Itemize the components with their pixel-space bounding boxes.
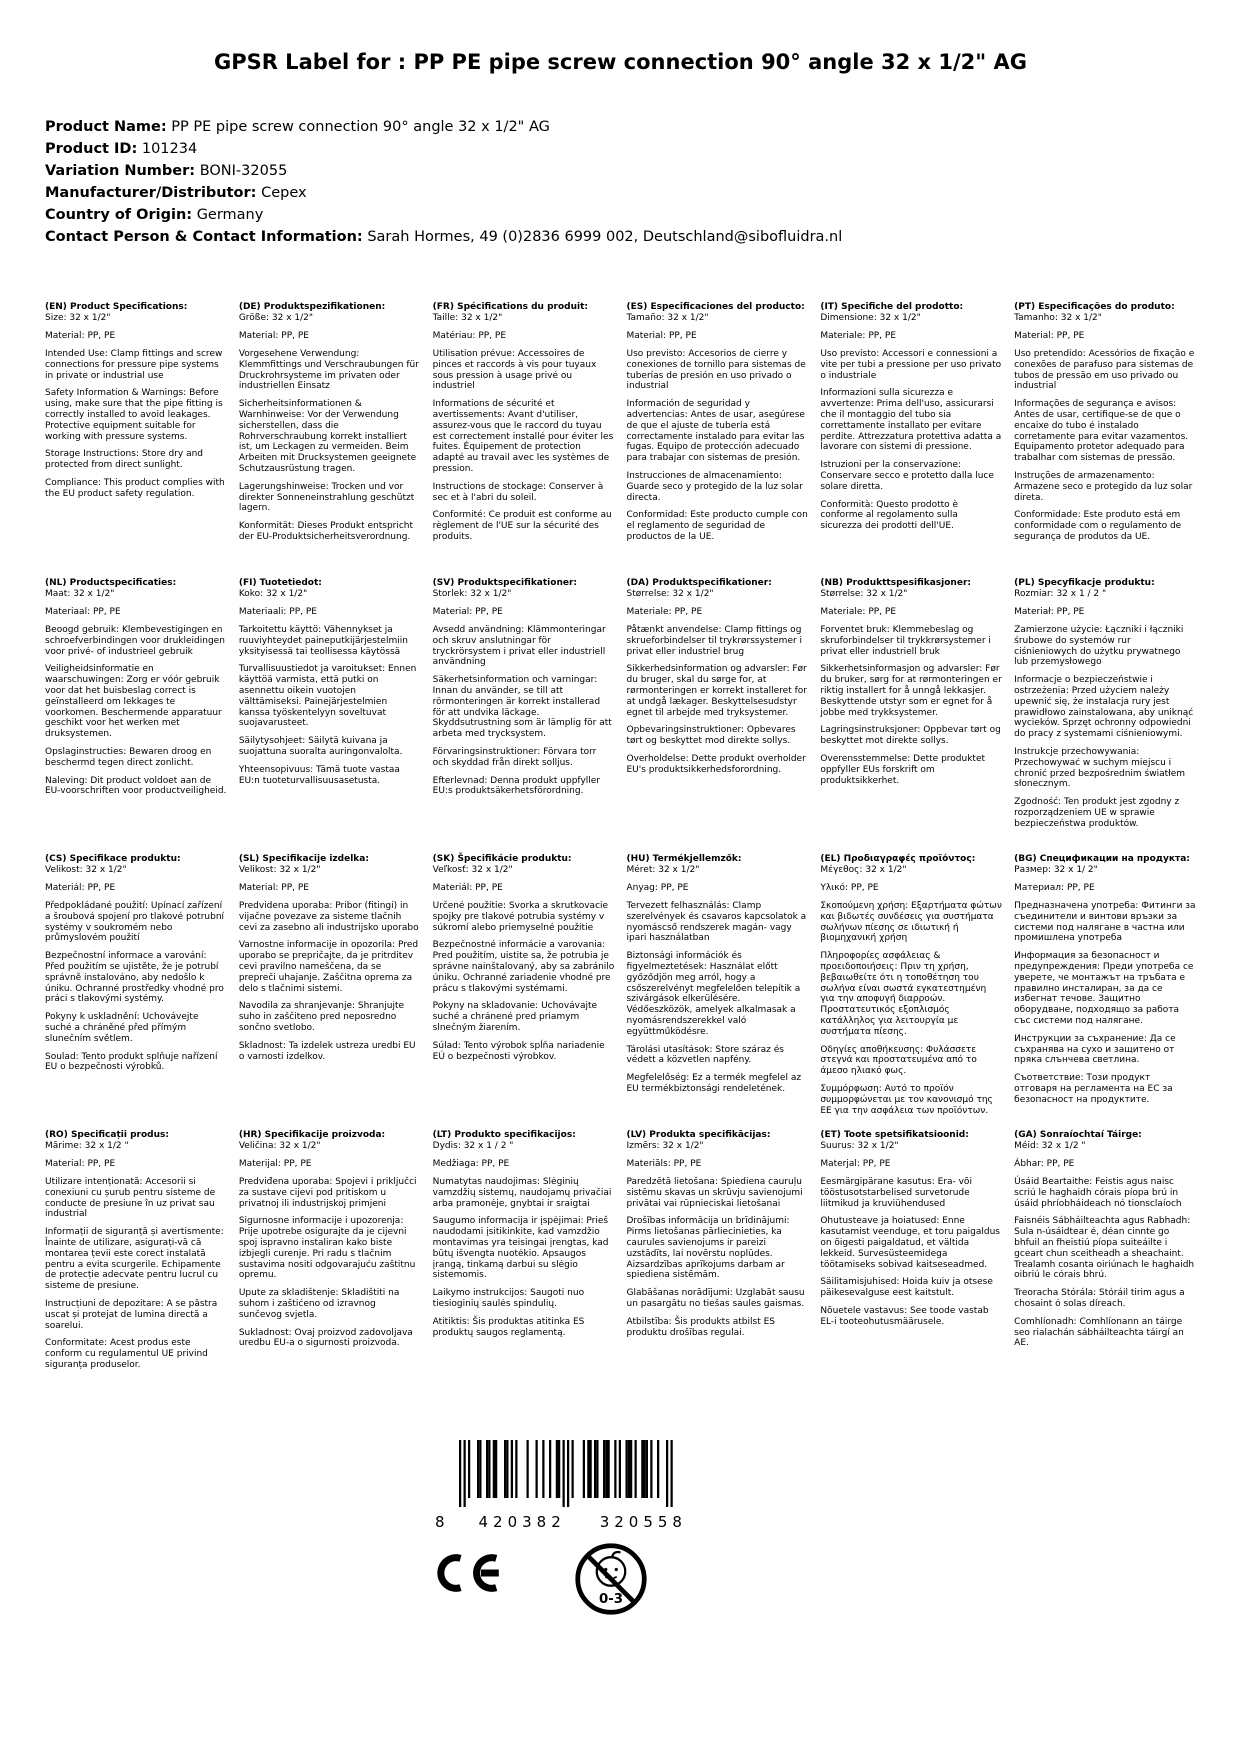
spec-paragraph: Size: 32 x 1/2" bbox=[45, 313, 111, 324]
spec-paragraphs bbox=[239, 865, 421, 1062]
spec-paragraph: Størrelse: 32 x 1/2" bbox=[820, 589, 908, 600]
variation-number-row bbox=[45, 160, 1196, 182]
spec-paragraph: Storlek: 32 x 1/2" bbox=[432, 589, 512, 600]
spec-block bbox=[433, 854, 615, 1130]
spec-paragraphs bbox=[45, 865, 227, 1073]
spec-paragraph: Biztonsági információk és figyelmeztetések: Használat előtt győződjön meg arról, hogy a csőszerelvényt megfelelően telepítik a szivárgások elkerülésére. Védőeszközök, amelyek alkalmasak a nyomásrendszerekkel való együttműködésre. bbox=[626, 951, 801, 1037]
spec-block bbox=[239, 302, 421, 578]
spec-paragraphs bbox=[1014, 1141, 1196, 1349]
spec-paragraph: Lagringsinstruksjoner: Oppbevar tørt og beskyttet mot direkte sollys. bbox=[820, 725, 1001, 747]
spec-paragraph: Lagerungshinweise: Trocken und vor direkter Sonneneinstrahlung geschützt lagern. bbox=[238, 481, 415, 514]
spec-paragraph: Atbilstība: Šis produkts atbilst ES produktu drošības regulai. bbox=[626, 1316, 775, 1338]
product-info bbox=[45, 116, 1196, 248]
spec-paragraph: Opslaginstructies: Bewaren droog en beschermd tegen direct zonlicht. bbox=[45, 747, 212, 768]
spec-paragraph: Overensstemmelse: Dette produktet oppfyller EUs forskrift om produktsikkerhet. bbox=[820, 754, 986, 786]
spec-paragraph: Overholdelse: Dette produkt overholder EU's produktsikkerhedsforordning. bbox=[626, 754, 806, 775]
spec-paragraph: Nõuetele vastavus: See toode vastab EL-i tooteohutusmäärusele. bbox=[820, 1306, 989, 1327]
spec-paragraphs bbox=[626, 865, 808, 1094]
spec-paragraph: Pokyny k uskladnění: Uchovávejte suché a chráněné před přímým slunečním světlem. bbox=[45, 1012, 199, 1044]
spec-paragraph: Avsedd användning: Klämmonteringar och skruv anslutningar för tryckrörsystem i privat eller industriell användning bbox=[432, 625, 606, 668]
spec-paragraph: Conformidade: Este produto está em conformidade com o regulamento de segurança de produtos da UE. bbox=[1014, 510, 1182, 542]
spec-block bbox=[433, 302, 615, 578]
spec-paragraph: Eesmärgipärane kasutus: Era- või tööstusotstarbelised survetorude liitmikud ja kruviühendused bbox=[820, 1177, 972, 1209]
spec-paragraph: Safety Information & Warnings: Before using, make sure that the pipe fitting is correctly installed to avoid leakages. Protective equipment suitable for working with pressure systems. bbox=[45, 388, 223, 442]
spec-heading: (IT) Specifiche del prodotto: bbox=[820, 302, 964, 313]
spec-paragraph: Efterlevnad: Denna produkt uppfyller EU:s produktsäkerhetsförordning. bbox=[432, 775, 601, 797]
spec-paragraphs bbox=[820, 313, 1002, 532]
spec-paragraph: Инструкции за съхранение: Да се съхранява на сухо и защитено от пряка слънчева светлина. bbox=[1014, 1033, 1176, 1066]
field-value: 101234 bbox=[141, 141, 198, 158]
spec-block bbox=[239, 1130, 421, 1406]
spec-paragraph: Säilytysohjeet: Säilytä kuivana ja suojattuna suoralta auringonvalolta. bbox=[238, 736, 403, 757]
spec-paragraph: Úsáid Beartaithe: Feistis agus naisc scriú le haghaidh córais píopa brú in úsáid phríobháideach nó tionsclaíoch bbox=[1014, 1177, 1182, 1209]
spec-paragraph: Sigurnosne informacije i upozorenja: Prije upotrebe osigurajte da je cijevni spoj ispravno instaliran kako biste izbjegli curenje. Pri radu s tlačnim sustavima nositi odgovarajuću zaštitnu opremu. bbox=[238, 1216, 416, 1281]
spec-paragraph: Tarkoitettu käyttö: Vähennykset ja ruuviyhteydet paineputkijärjestelmiin yksityisessä tai teollisessa käytössä bbox=[238, 625, 408, 657]
spec-paragraph: Zamierzone użycie: Łączniki i łączniki śrubowe do systemów rur ciśnieniowych do użytku prywatnego lub przemysłowego bbox=[1014, 625, 1184, 668]
spec-paragraph: Velikost: 32 x 1/2" bbox=[238, 865, 321, 876]
spec-heading: (ET) Toote spetsifikatsioonid: bbox=[820, 1130, 969, 1141]
spec-paragraph: Utilisation prévue: Accessoires de pinces et raccords à vis pour tuyaux sous pression à usage privé ou industriel bbox=[432, 349, 597, 392]
spec-paragraph: Materiaal: PP, PE bbox=[45, 607, 121, 618]
spec-paragraph: Materijal: PP, PE bbox=[238, 1159, 312, 1170]
spec-block bbox=[820, 302, 1002, 578]
spec-heading: (SV) Produktspecifikationer: bbox=[432, 578, 577, 589]
spec-paragraph: Varnostne informacije in opozorila: Pred uporabo se prepričajte, da je pritrditev cevi pravilno nameščena, da se prepreči uhajanje. Zaščitna oprema za delo s tlačnimi sistemi. bbox=[238, 940, 419, 994]
spec-paragraph: Informazioni sulla sicurezza e avvertenze: Prima dell'uso, assicurarsi che il montaggio del tubo sia correttamente installato per evitare perdite. Attrezzatura protettiva adatta a lavorare con sistemi di pressione. bbox=[820, 388, 1002, 453]
spec-paragraph: Beoogd gebruik: Klembevestigingen en schroefverbindingen voor drukleidingen voor privé- of industrieel gebruik bbox=[45, 625, 225, 657]
country-of-origin-row bbox=[45, 204, 1196, 226]
spec-paragraph: Tervezett felhasználás: Clamp szerelvények és csavaros kapcsolatok a nyomáscső rendszerek magán- vagy ipari használatban bbox=[626, 901, 807, 944]
spec-block bbox=[45, 854, 227, 1130]
spec-heading: (EL) Προδιαγραφές προϊόντος: bbox=[820, 854, 976, 865]
spec-paragraph: Istruzioni per la conservazione: Conservare secco e protetto dalla luce solare diretta. bbox=[820, 460, 994, 492]
spec-block bbox=[1014, 854, 1196, 1130]
page-title: GPSR Label for : PP PE pipe screw connection 90° angle 32 x 1/2" AG bbox=[213, 50, 1028, 74]
spec-paragraph: Instrucciones de almacenamiento: Guarde seco y protegido de la luz solar directa. bbox=[626, 471, 803, 503]
age-warning-0-3-icon bbox=[573, 1539, 649, 1621]
spec-paragraph: Tamaño: 32 x 1/2" bbox=[626, 313, 709, 324]
spec-paragraph: Soulad: Tento produkt splňuje nařízení EU o bezpečnosti výrobků. bbox=[45, 1051, 218, 1073]
field-label: Manufacturer/Distributor: bbox=[45, 185, 257, 202]
spec-heading: (GA) Sonraíochtaí Táirge: bbox=[1014, 1130, 1142, 1141]
spec-heading: (HR) Specifikacije proizvoda: bbox=[238, 1130, 386, 1141]
spec-paragraph: Comhlíonadh: Comhlíonann an táirge seo rialachán sábháilteachta táirgí an AE. bbox=[1014, 1316, 1184, 1349]
spec-heading: (NB) Produkttspesifikasjoner: bbox=[820, 578, 971, 589]
spec-paragraph: Instructions de stockage: Conserver à sec et à l'abri du soleil. bbox=[432, 481, 604, 503]
spec-paragraphs bbox=[45, 1141, 227, 1370]
field-value: Germany bbox=[196, 207, 264, 224]
spec-paragraph: Uso previsto: Accesorios de cierre y conexiones de tornillo para sistemas de tuberías de presión en uso privado o industrial bbox=[626, 349, 806, 392]
spec-heading: (ES) Especificaciones del producto: bbox=[626, 302, 805, 313]
spec-paragraph: Pokyny na skladovanie: Uchovávajte suché a chránené pred priamym slnečným žiarením. bbox=[432, 1001, 598, 1033]
spec-block bbox=[45, 302, 227, 578]
spec-paragraphs bbox=[45, 313, 227, 499]
spec-block bbox=[626, 1130, 808, 1406]
spec-paragraphs bbox=[433, 313, 615, 542]
spec-paragraph: Navodila za shranjevanje: Shranjujte suho in zaščiteno pred neposredno sončno svetlobo. bbox=[238, 1001, 405, 1033]
spec-paragraph: Dydis: 32 x 1 / 2 " bbox=[432, 1141, 514, 1152]
spec-paragraph: Intended Use: Clamp fittings and screw connections for pressure pipe systems in private or industrial use bbox=[45, 349, 223, 381]
spec-paragraph: Velikost: 32 x 1/2" bbox=[45, 865, 127, 876]
spec-paragraph: Material: PP, PE bbox=[1014, 331, 1085, 342]
spec-paragraph: Mărime: 32 x 1/2 " bbox=[45, 1141, 129, 1152]
spec-paragraph: Größe: 32 x 1/2" bbox=[238, 313, 314, 324]
field-value: Cepex bbox=[261, 185, 307, 202]
ce-mark-icon bbox=[435, 1547, 509, 1599]
spec-paragraph: Forventet bruk: Klemmebeslag og skruforbindelser til trykkrørsystemer i privat eller industriell bruk bbox=[820, 625, 991, 657]
barcode-bars bbox=[459, 1440, 673, 1508]
spec-grid bbox=[45, 302, 1196, 1406]
spec-paragraph: Sikkerhedsinformation og advarsler: Før du bruger, skal du sørge for, at rørmonteringen er korrekt installeret for at undgå lækager. Beskyttelsesudstyr egnet til arbejde med tryksystemer. bbox=[626, 664, 807, 718]
spec-heading: (FI) Tuotetiedot: bbox=[238, 578, 322, 589]
product-name-row bbox=[45, 116, 1196, 138]
age-warning-label: 0-3 bbox=[598, 1591, 624, 1607]
field-value: Sarah Hormes, 49 (0)2836 6999 002, Deutschland@sibofluidra.nl bbox=[367, 229, 843, 246]
spec-paragraph: Tamanho: 32 x 1/2" bbox=[1014, 313, 1102, 324]
spec-paragraph: Ábhar: PP, PE bbox=[1014, 1159, 1075, 1170]
field-label: Contact Person & Contact Information: bbox=[45, 229, 363, 246]
spec-paragraph: Medžiaga: PP, PE bbox=[432, 1159, 510, 1170]
spec-paragraph: Utilizare intenționată: Accesorii si conexiuni cu șurub pentru sisteme de conducte de presiune în uz privat sau industrial bbox=[45, 1177, 216, 1220]
spec-paragraph: Méret: 32 x 1/2" bbox=[626, 865, 700, 876]
spec-paragraphs bbox=[820, 589, 1002, 786]
spec-heading: (PL) Specyfikacje produktu: bbox=[1014, 578, 1155, 589]
spec-paragraph: Materiał: PP, PE bbox=[1014, 607, 1085, 618]
spec-paragraph: Οδηγίες αποθήκευσης: Φυλάσσετε στεγνά και προστατευμένα από το άμεσο ηλιακό φως. bbox=[820, 1044, 977, 1077]
spec-block bbox=[45, 1130, 227, 1406]
spec-paragraph: Säkerhetsinformation och varningar: Innan du använder, se till att rörmonteringen är korrekt installerad för att undvika läckage. Skyddsutrustning som är lämplig för att arbeta med trycksystem. bbox=[432, 675, 612, 740]
spec-paragraph: Skladnost: Ta izdelek ustreza uredbi EU o varnosti izdelkov. bbox=[238, 1040, 416, 1062]
spec-block bbox=[433, 1130, 615, 1406]
spec-block bbox=[239, 578, 421, 854]
spec-paragraph: Anyag: PP, PE bbox=[626, 883, 689, 894]
spec-heading: (FR) Spécifications du produit: bbox=[432, 302, 588, 313]
barcode-lead-digit: 8 bbox=[435, 1513, 445, 1532]
spec-heading: (EN) Product Specifications: bbox=[45, 302, 188, 313]
spec-paragraph: Informações de segurança e avisos: Antes de usar, certifique-se de que o encaixe do tubo é instalado corretamente para evitar vazamentos. Equipamento protetor adequado para trabalhar com sistemas de pressão. bbox=[1014, 399, 1189, 464]
spec-paragraph: Maat: 32 x 1/2" bbox=[45, 589, 115, 600]
spec-paragraph: Instrukcje przechowywania: Przechowywać w suchym miejscu i chronić przed bezpośrednim światłem słonecznym. bbox=[1014, 747, 1186, 790]
spec-paragraph: Bezpečnostní informace a varování: Před použitím se ujistěte, že je potrubí správně instalováno, aby nedošlo k úniku. Ochranné prostředky vhodné pro práci s tlakovými systémy. bbox=[45, 951, 224, 1005]
spec-paragraph: Numatytas naudojimas: Slėginių vamzdžių sistemų, naudojamų privačiai arba pramonėje, gnybtai ir sraigtai bbox=[432, 1177, 612, 1209]
barcode-digits bbox=[435, 1513, 687, 1531]
spec-paragraphs bbox=[626, 589, 808, 775]
field-label: Product Name: bbox=[45, 119, 167, 135]
spec-block bbox=[239, 854, 421, 1130]
spec-paragraph: Saugumo informacija ir įspėjimai: Prieš naudodami įsitikinkite, kad vamzdžio montavimas yra teisingai įrengtas, kad būtų išvengta nuotėkio. Apsaugos įrangą, tinkamą darbui su slėgio sistemomis. bbox=[432, 1216, 609, 1281]
spec-paragraph: Uso previsto: Accessori e connessioni a vite per tubi a pressione per uso privato o industriale bbox=[820, 349, 1002, 381]
spec-paragraph: Предназначена употреба: Фитинги за съединители и винтови връзки за системи под налягане в частна или промишлена употреба bbox=[1014, 901, 1196, 944]
spec-paragraph: Material: PP, PE bbox=[238, 883, 309, 894]
spec-paragraph: Υλικό: PP, PE bbox=[820, 883, 879, 894]
spec-paragraphs bbox=[433, 865, 615, 1062]
spec-paragraph: Predviđena uporaba: Spojevi i priključci za sustave cijevi pod pritiskom u privatnoj ili industrijskoj primjeni bbox=[238, 1177, 417, 1209]
spec-heading: (NL) Productspecificaties: bbox=[45, 578, 177, 589]
spec-block bbox=[1014, 578, 1196, 854]
spec-paragraph: Treoracha Stórála: Stóráil tirim agus a chosaint ó solas díreach. bbox=[1014, 1288, 1185, 1309]
spec-paragraph: Størrelse: 32 x 1/2" bbox=[626, 589, 714, 600]
spec-block bbox=[626, 578, 808, 854]
spec-paragraphs bbox=[433, 589, 615, 797]
spec-block bbox=[1014, 1130, 1196, 1406]
spec-paragraphs bbox=[239, 313, 421, 542]
spec-paragraphs bbox=[433, 1141, 615, 1338]
spec-block bbox=[1014, 302, 1196, 578]
spec-paragraph: Faisnéis Sábháilteachta agus Rabhadh: Sula n-úsáidtear é, déan cinnte go bhfuil an fheistiú píopa suiteáilte i gceart chun sceitheadh a sheachaint. Trealamh cosanta oiriúnach le haghaidh oibriú le córais bhrú. bbox=[1014, 1216, 1195, 1281]
spec-paragraph: Materiale: PP, PE bbox=[626, 607, 703, 618]
spec-paragraph: Naleving: Dit product voldoet aan de EU-voorschriften voor productveiligheid. bbox=[45, 775, 227, 797]
spec-block bbox=[45, 578, 227, 854]
spec-paragraph: Compliance: This product complies with the EU product safety regulation. bbox=[45, 478, 225, 499]
spec-block bbox=[626, 854, 808, 1130]
spec-heading: (LT) Produkto specifikacijos: bbox=[432, 1130, 576, 1141]
spec-heading: (DA) Produktspecifikationer: bbox=[626, 578, 772, 589]
spec-paragraph: Turvallisuustiedot ja varoitukset: Ennen käyttöä varmista, että putki on asennettu oikein vuotojen välttämiseksi. Painejärjestelmien kanssa työskentelyyn soveltuvat suojavarusteet. bbox=[238, 664, 417, 729]
spec-heading: (LV) Produkta specifikācijas: bbox=[626, 1130, 771, 1141]
spec-paragraph: Zgodność: Ten produkt jest zgodny z rozporządzeniem UE w sprawie bezpieczeństwa produktów. bbox=[1014, 797, 1180, 829]
spec-paragraph: Vorgesehene Verwendung: Klemmfittings und Verschraubungen für Druckrohrsysteme im privaten oder industriellen Einsatz bbox=[238, 349, 419, 392]
spec-paragraph: Conformità: Questo prodotto è conforme al regolamento sulla sicurezza dei prodotti dell'UE. bbox=[820, 499, 959, 532]
spec-paragraph: Paredzētā lietošana: Spiediena cauruļu sistēmu skavas un skrūvju savienojumi privātai vai rūpnieciskai lietošanai bbox=[626, 1177, 803, 1209]
spec-paragraph: Matériau: PP, PE bbox=[432, 331, 507, 342]
spec-paragraph: Súlad: Tento výrobok spĺňa nariadenie EÚ o bezpečnosti výrobkov. bbox=[432, 1040, 605, 1062]
spec-heading: (CS) Specifikace produktu: bbox=[45, 854, 181, 865]
compliance-marks bbox=[435, 1539, 687, 1621]
spec-heading: (PT) Especificações do produto: bbox=[1014, 302, 1175, 313]
spec-paragraph: Materjal: PP, PE bbox=[820, 1159, 891, 1170]
spec-paragraph: Conformidad: Este producto cumple con el reglamento de seguridad de productos de la UE. bbox=[626, 510, 808, 542]
spec-paragraph: Información de seguridad y advertencias: Antes de usar, asegúrese de que el ajuste de tubería está correctamente instalado para evitar las fugas. Equipo de protección adecuado para trabajar con sistemas de presión. bbox=[626, 399, 805, 464]
spec-paragraph: Konformität: Dieses Produkt entspricht der EU-Produktsicherheitsverordnung. bbox=[238, 521, 414, 542]
spec-paragraph: Påtænkt anvendelse: Clamp fittings og skrueforbindelser til trykrørssystemer i privat eller industriel brug bbox=[626, 625, 803, 657]
spec-paragraphs bbox=[1014, 313, 1196, 542]
field-label: Product ID: bbox=[45, 141, 138, 158]
contact-row bbox=[45, 226, 1196, 248]
spec-paragraph: Размер: 32 x 1/ 2" bbox=[1014, 865, 1098, 876]
spec-paragraph: Bezpečnostné informácie a varovania: Pred použitím, uistite sa, že potrubia je správne nainštalovaný, aby sa zabránilo úniku. Ochranné zariadenie vhodné pre prácu s tlakovými systémami. bbox=[432, 940, 615, 994]
spec-heading: (SK) Špecifikácie produktu: bbox=[432, 854, 572, 865]
bottom-block bbox=[435, 1440, 687, 1621]
spec-paragraph: Dimensione: 32 x 1/2" bbox=[820, 313, 921, 324]
spec-heading: (BG) Спецификации на продукта: bbox=[1014, 854, 1190, 865]
field-label: Country of Origin: bbox=[45, 207, 193, 224]
spec-paragraphs bbox=[1014, 865, 1196, 1105]
barcode bbox=[435, 1440, 687, 1512]
spec-paragraph: Sikkerhetsinformasjon og advarsler: Før du bruker, sørg for at rørmonteringen er riktig installert for å unngå lekkasjer. Beskyttende utstyr som er egnet for å jobbe med trykksystemer. bbox=[820, 664, 1002, 718]
spec-paragraph: Laikymo instrukcijos: Saugoti nuo tiesioginių saulės spindulių. bbox=[432, 1288, 585, 1309]
spec-paragraphs bbox=[626, 313, 808, 542]
spec-paragraph: Veličina: 32 x 1/2" bbox=[238, 1141, 321, 1152]
spec-heading: (HU) Termékjellemzők: bbox=[626, 854, 742, 865]
spec-paragraph: Conformité: Ce produit est conforme au règlement de l'UE sur la sécurité des produits. bbox=[432, 510, 612, 542]
barcode-right-digits: 320558 bbox=[599, 1513, 687, 1532]
spec-paragraph: Информация за безопасност и предупреждения: Преди употреба се уверете, че монтажът на тръбата е правилно инсталиран, за да се избегнат течове. Защитно оборудване, подходящо за работа със системи под налягане. bbox=[1014, 951, 1194, 1026]
spec-paragraph: Instruções de armazenamento: Armazene seco e protegido da luz solar direta. bbox=[1014, 471, 1193, 503]
spec-paragraph: Material: PP, PE bbox=[432, 607, 503, 618]
field-value: BONI-32055 bbox=[199, 163, 288, 180]
spec-paragraph: Informații de siguranță și avertismente: Înainte de utilizare, asigurați-vă că montarea țevii este corect instalată pentru a evita scurgerile. Echipamente de protecție adecvate pentru lucrul cu sisteme de presiune. bbox=[45, 1227, 224, 1292]
spec-paragraph: Předpokládané použití: Upínací zařízení a šroubová spojení pro tlakové potrubní systémy v soukromém nebo průmyslovém použití bbox=[45, 901, 225, 944]
field-value: PP PE pipe screw connection 90° angle 32 x 1/2" AG bbox=[171, 119, 550, 135]
spec-paragraph: Conformitate: Acest produs este conform cu regulamentul UE privind siguranța produselor. bbox=[45, 1338, 208, 1370]
spec-paragraph: Atitiktis: Šis produktas atitinka ES produktų saugos reglamentą. bbox=[432, 1316, 585, 1338]
spec-paragraph: Πληροφορίες ασφάλειας & προειδοποιήσεις: Πριν τη χρήση, βεβαιωθείτε ότι η τοποθέτηση του σωλήνα είναι σωστά εγκατεστημένη για την αποφυγή διαρροών. Προστατευτικός εξοπλισμός κατάλληλος για λειτουργία με συστήματα πίεσης. bbox=[820, 951, 987, 1037]
spec-paragraphs bbox=[820, 865, 1002, 1116]
spec-block bbox=[820, 578, 1002, 854]
spec-paragraph: Säilitamisjuhised: Hoida kuiv ja otsese päikesevalguse eest kaitstult. bbox=[820, 1277, 993, 1299]
spec-paragraph: Material: PP, PE bbox=[45, 331, 116, 342]
spec-paragraph: Upute za skladištenje: Skladištiti na suhom i zaštićeno od izravnog sunčevog svjetla. bbox=[238, 1288, 400, 1320]
spec-paragraphs bbox=[820, 1141, 1002, 1327]
spec-heading: (SL) Specifikacije izdelka: bbox=[238, 854, 369, 865]
spec-paragraph: Rozmiar: 32 x 1 / 2 " bbox=[1014, 589, 1107, 600]
spec-paragraph: Určené použitie: Svorka a skrutkovacie spojky pre tlakové potrubia systémy v súkromí alebo priemyselné použitie bbox=[432, 901, 609, 933]
field-label: Variation Number: bbox=[45, 163, 196, 180]
spec-heading: (DE) Produktspezifikationen: bbox=[238, 302, 386, 313]
spec-block bbox=[820, 854, 1002, 1130]
spec-paragraph: Ohutusteave ja hoiatused: Enne kasutamist veenduge, et toru paigaldus on õigesti paigaldatud, et vältida lekkeid. Survesüsteemidega töötamiseks sobivad kaitseseadmed. bbox=[820, 1216, 1000, 1270]
spec-heading: (RO) Specificații produs: bbox=[45, 1130, 169, 1141]
spec-paragraph: Predvidena uporaba: Pribor (fitingi) in vijačne povezave za sisteme tlačnih cevi za zasebno ali industrijsko uporabo bbox=[238, 901, 419, 933]
spec-paragraph: Tárolási utasítások: Store száraz és védett a közvetlen napfény. bbox=[626, 1044, 784, 1066]
spec-paragraph: Yhteensopivuus: Tämä tuote vastaa EU:n tuoteturvallisuusasetusta. bbox=[238, 764, 400, 786]
spec-paragraph: Koko: 32 x 1/2" bbox=[238, 589, 308, 600]
spec-paragraph: Material: PP, PE bbox=[626, 331, 697, 342]
spec-paragraph: Συμμόρφωση: Αυτό το προϊόν συμμορφώνεται με τον κανονισμό της ΕΕ για την ασφάλεια των προϊόντων. bbox=[820, 1083, 993, 1116]
manufacturer-row bbox=[45, 182, 1196, 204]
product-id-row bbox=[45, 138, 1196, 160]
spec-paragraph: Material: PP, PE bbox=[45, 1159, 116, 1170]
spec-paragraph: Material: PP, PE bbox=[238, 331, 309, 342]
spec-paragraph: Glabāšanas norādījumi: Uzglabāt sausu un pasargātu no tiešas saules gaismas. bbox=[626, 1288, 805, 1309]
spec-paragraph: Materiāls: PP, PE bbox=[626, 1159, 702, 1170]
spec-paragraphs bbox=[1014, 589, 1196, 829]
spec-paragraph: Materiál: PP, PE bbox=[432, 883, 503, 894]
spec-paragraph: Förvaringsinstruktioner: Förvara torr och skyddad från direkt solljus. bbox=[432, 747, 597, 768]
spec-paragraph: Taille: 32 x 1/2" bbox=[432, 313, 503, 324]
spec-paragraph: Izmērs: 32 x 1/2" bbox=[626, 1141, 704, 1152]
spec-paragraphs bbox=[239, 1141, 421, 1349]
spec-paragraph: Materiaali: PP, PE bbox=[238, 607, 317, 618]
spec-paragraphs bbox=[45, 589, 227, 797]
spec-paragraph: Materiale: PP, PE bbox=[820, 607, 897, 618]
spec-paragraph: Storage Instructions: Store dry and protected from direct sunlight. bbox=[45, 449, 204, 471]
spec-paragraph: Sukladnost: Ovaj proizvod zadovoljava uredbu EU-a o sigurnosti proizvoda. bbox=[238, 1327, 413, 1349]
spec-paragraph: Съответствие: Този продукт отговаря на регламента на ЕС за безопасност на продуктите. bbox=[1014, 1073, 1173, 1105]
spec-block bbox=[820, 1130, 1002, 1406]
spec-block bbox=[626, 302, 808, 578]
spec-paragraph: Материал: PP, PE bbox=[1014, 883, 1095, 894]
spec-paragraph: Uso pretendido: Acessórios de fixação e conexões de parafuso para sistemas de tubos de pressão em uso privado ou industrial bbox=[1014, 349, 1195, 392]
spec-paragraph: Veľkosť: 32 x 1/2" bbox=[432, 865, 513, 876]
spec-paragraph: Opbevaringsinstruktioner: Opbevares tørt og beskyttet mod direkte sollys. bbox=[626, 725, 796, 747]
spec-paragraph: Informations de sécurité et avertissements: Avant d'utiliser, assurez-vous que le raccord du tuyau est correctement installé pour éviter les fuites. Équipement de protection adapté au travail avec les systèmes de pression. bbox=[432, 399, 614, 474]
spec-paragraphs bbox=[626, 1141, 808, 1338]
spec-paragraph: Sicherheitsinformationen & Warnhinweise: Vor der Verwendung sicherstellen, dass die Rohrverschraubung korrekt installiert ist, um Leckagen zu vermeiden. Beim Arbeiten mit Drucksystemen geeignete Schutzausrüstung tragen. bbox=[238, 399, 417, 474]
spec-paragraph: Instrucțiuni de depozitare: A se păstra uscat și protejat de lumina directă a soarelui. bbox=[45, 1299, 218, 1331]
barcode-left-digits: 420382 bbox=[478, 1513, 566, 1532]
spec-paragraph: Megfelelőség: Ez a termék megfelel az EU termékbiztonsági rendeletének. bbox=[626, 1073, 802, 1094]
spec-paragraph: Materiale: PP, PE bbox=[820, 331, 897, 342]
spec-paragraph: Veiligheidsinformatie en waarschuwingen: Zorg er vóór gebruik voor dat het buisbeslag correct is geïnstalleerd om lekkages te voorkomen. Beschermende apparatuur geschikt voor het werken met druksystemen. bbox=[45, 664, 222, 740]
spec-paragraph: Méid: 32 x 1/2 " bbox=[1014, 1141, 1086, 1152]
spec-paragraph: Drošības informācija un brīdinājumi: Pirms lietošanas pārliecinieties, ka caurules savienojums ir pareizi uzstādīts, lai novērstu noplūdes. Aizsardzības aprīkojums darbam ar spiediena sistēmām. bbox=[626, 1216, 790, 1281]
spec-paragraph: Suurus: 32 x 1/2" bbox=[820, 1141, 899, 1152]
spec-paragraph: Informacje o bezpieczeństwie i ostrzeżenia: Przed użyciem należy upewnić się, że instalacja rury jest prawidłowo zainstalowana, aby uniknąć wycieków. Sprzęt ochronny odpowiedni do pracy z systemami ciśnieniowymi. bbox=[1014, 675, 1194, 740]
spec-paragraph: Σκοπούμενη χρήση: Εξαρτήματα φώτων και βιδωτές συνδέσεις για συστήματα σωλήνων πίεσης σε ιδιωτική ή βιομηχανική χρήση bbox=[820, 901, 1002, 944]
spec-block bbox=[433, 578, 615, 854]
spec-paragraph: Materiál: PP, PE bbox=[45, 883, 116, 894]
spec-paragraphs bbox=[239, 589, 421, 786]
spec-paragraph: Μέγεθος: 32 x 1/2" bbox=[820, 865, 907, 876]
